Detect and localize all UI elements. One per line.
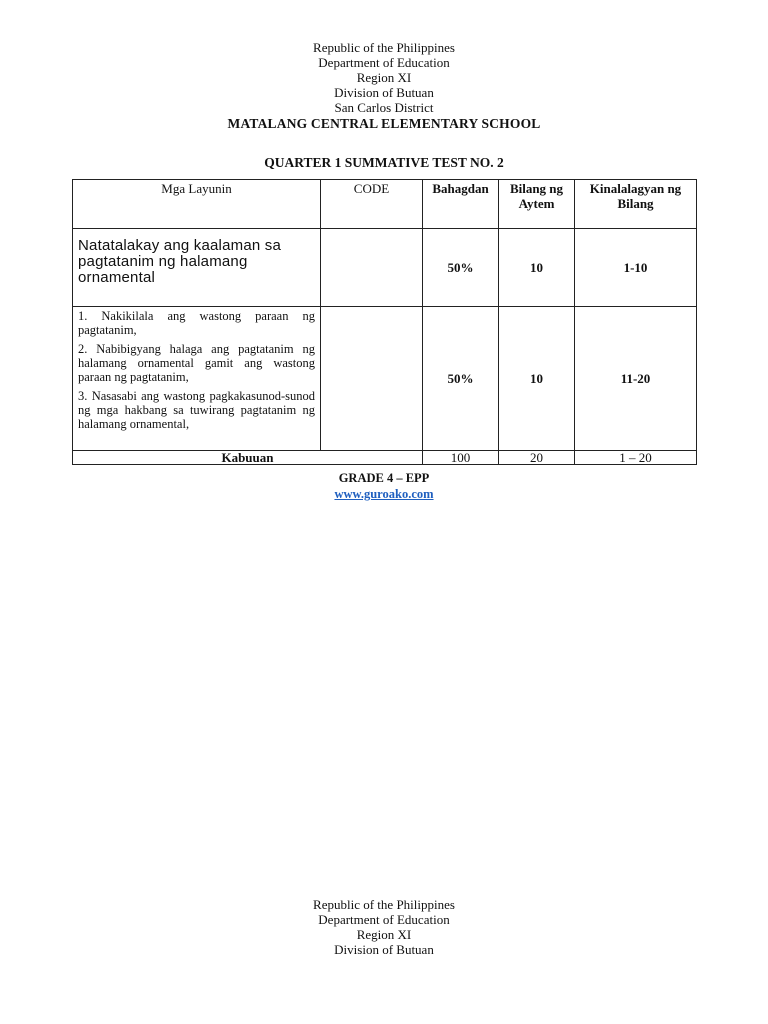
header-placement: Kinalalagyan ng Bilang <box>575 180 697 229</box>
main-objective: Natatalakay ang kaalaman sa pagtatanim ng halamang ornamental <box>73 229 321 307</box>
header-percent: Bahagdan <box>423 180 499 229</box>
row2-percent: 50% <box>423 307 499 451</box>
header-objectives: Mga Layunin <box>73 180 321 229</box>
table-of-specifications <box>72 179 697 465</box>
header-line-department: Department of Education <box>318 55 450 70</box>
document-header <box>0 40 768 131</box>
header-line-republic: Republic of the Philippines <box>313 40 455 55</box>
total-percent: 100 <box>423 451 499 465</box>
table-header-row <box>73 180 697 229</box>
header-code: CODE <box>321 180 423 229</box>
sub-objective-3: 3. Nasasabi ang wastong pagkakasunod-sunod ng mga hakbang sa tuwirang pagtatanim ng halamang ornamental, <box>78 389 315 431</box>
grade-subject: GRADE 4 – EPP <box>338 471 430 485</box>
total-placement: 1 – 20 <box>575 451 697 465</box>
sub-objectives-list <box>73 307 321 451</box>
table-total-row <box>73 451 697 465</box>
row1-percent: 50% <box>423 229 499 307</box>
row2-items: 10 <box>499 307 575 451</box>
footer-line-republic: Republic of the Philippines <box>313 897 455 912</box>
row1-items: 10 <box>499 229 575 307</box>
row2-placement: 11-20 <box>575 307 697 451</box>
row1-code <box>321 229 423 307</box>
row2-code <box>321 307 423 451</box>
website-link[interactable]: www.guroako.com <box>334 487 434 501</box>
school-name: MATALANG CENTRAL ELEMENTARY SCHOOL <box>227 116 541 131</box>
website-container <box>0 487 768 502</box>
table-row <box>73 307 697 451</box>
footer-line-region: Region XI <box>356 927 412 942</box>
header-items: Bilang ng Aytem <box>499 180 575 229</box>
test-title: QUARTER 1 SUMMATIVE TEST NO. 2 <box>264 155 504 170</box>
header-line-district: San Carlos District <box>334 100 434 115</box>
row1-placement: 1-10 <box>575 229 697 307</box>
header-line-region: Region XI <box>356 70 412 85</box>
total-label: Kabuuan <box>73 451 423 465</box>
footer-line-division: Division of Butuan <box>334 942 434 957</box>
sub-objective-2: 2. Nabibigyang halaga ang pagtatanim ng halamang ornamental gamit ang wastong paraan ng pagtatanim, <box>78 342 315 384</box>
sub-objective-1: 1. Nakikilala ang wastong paraan ng pagtatanim, <box>78 309 315 337</box>
table-row <box>73 229 697 307</box>
total-items: 20 <box>499 451 575 465</box>
header-line-division: Division of Butuan <box>334 85 434 100</box>
second-page-header <box>0 897 768 957</box>
footer-line-department: Department of Education <box>318 912 450 927</box>
